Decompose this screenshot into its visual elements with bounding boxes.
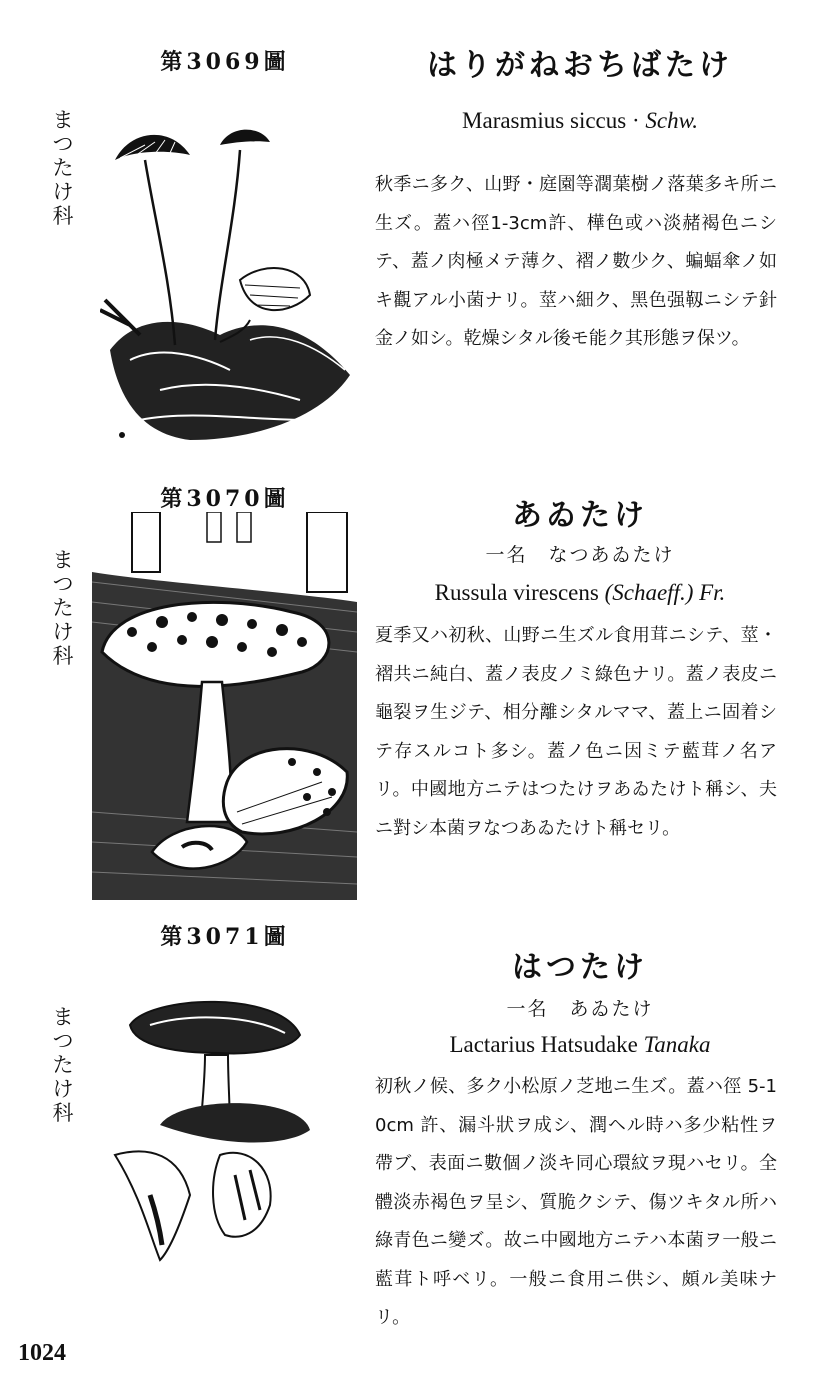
sci-author-2: (Schaeff.) Fr. (604, 580, 726, 605)
alias-3: 一名 あゐたけ (506, 998, 654, 1020)
page-number: 1024 (18, 1340, 66, 1366)
family-label-1: まつたけ科 (52, 108, 74, 228)
family-label-2: まつたけ科 (52, 548, 74, 668)
illustration-russula (92, 512, 357, 900)
figure-number-3070: 第3070圖 (160, 486, 290, 512)
sci-genus-species-3: Lactarius Hatsudake (449, 1032, 638, 1057)
sci-author-3: Tanaka (643, 1032, 711, 1057)
sci-author-1: Schw. (645, 108, 698, 133)
illustration-lactarius (110, 995, 310, 1270)
description-3: 初秋ノ候、多ク小松原ノ芝地ニ生ズ。蓋ハ徑 5-10cm 許、漏斗狀ヲ成シ、潤ヘル時ハ多少粘性ヲ帶ブ、表面ニ數個ノ淡キ同心環紋ヲ現ハセリ。全體淡赤褐色ヲ呈シ、質脆クシテ、傷ツキタル所ハ綠青色ニ變ズ。故ニ中國地方ニテハ本菌ヲ一般ニ藍茸ト呼ベリ。一般ニ食用ニ供シ、頗ル美味ナリ。 (375, 1076, 777, 1328)
illustration-marasmius (100, 120, 360, 450)
entry-title-2: あゐたけ (512, 498, 648, 533)
sci-genus-species-1: Marasmius siccus · (462, 108, 640, 133)
scientific-name-2 (380, 580, 780, 606)
figure-number-3071: 第3071圖 (160, 924, 290, 950)
family-label-3: まつたけ科 (52, 1005, 74, 1125)
entry-title-1: はりがねおちばたけ (427, 48, 733, 83)
scientific-name-3 (380, 1032, 780, 1058)
alias-2: 一名 なつあゐたけ (485, 544, 675, 566)
description-2: 夏季又ハ初秋、山野ニ生ズル食用茸ニシテ、莖・褶共ニ純白、蓋ノ表皮ノミ綠色ナリ。蓋ノ表皮ニ龜裂ヲ生ジテ、相分離シタルママ、蓋上ニ固着シテ存スルコト多シ。蓋ノ色ニ因ミテ藍茸ノ名アリ。中國地方ニテはつたけヲあゐたけト稱シ、夫ニ對シ本菌ヲなつあゐたけト稱セリ。 (375, 625, 777, 839)
entry-title-3: はつたけ (512, 950, 648, 985)
sci-genus-species-2: Russula virescens (434, 580, 599, 605)
description-1: 秋季ニ多ク、山野・庭園等濶葉樹ノ落葉多キ所ニ生ズ。蓋ハ徑1-3cm許、樺色或ハ淡赭褐色ニシテ、蓋ノ肉極メテ薄ク、褶ノ數少ク、蝙蝠傘ノ如キ觀アル小菌ナリ。莖ハ細ク、黑色强靱ニシテ針金ノ如シ。乾燥シタル後モ能ク其形態ヲ保ツ。 (375, 174, 777, 349)
figure-number-3069: 第3069圖 (160, 49, 290, 75)
scientific-name-1 (380, 108, 780, 134)
